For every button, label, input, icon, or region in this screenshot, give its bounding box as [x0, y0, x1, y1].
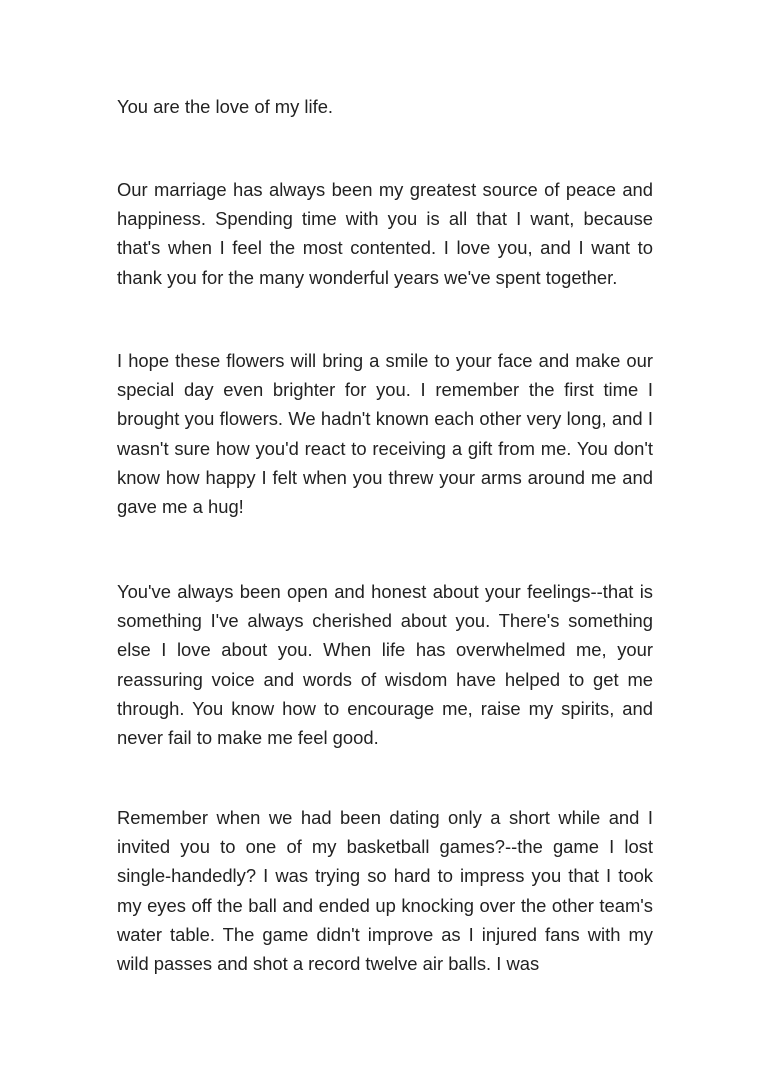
- letter-greeting: You are the love of my life.: [117, 96, 334, 117]
- letter-paragraph-2: I hope these flowers will bring a smile to your face and make our special day even brighter for you. I remember the first time I brought you flowers. We hadn't known each other very long, and I wasn't sure how you'd react to receiving a gift from me. You don't know how happy I felt when you threw your arms around me and gave me a hug!: [117, 350, 653, 518]
- letter-paragraph-4: Remember when we had been dating only a short while and I invited you to one of my basketball games?--the game I lost single-handedly? I was trying so hard to impress you that I took my eyes off the ball and ended up knocking over the other team's water table. The game didn't improve as I injured fans with my wild passes and shot a record twelve air balls. I was: [117, 807, 653, 975]
- letter-paragraph-1: Our marriage has always been my greatest source of peace and happiness. Spending time with you is all that I want, because that's when I feel the most contented. I love you, and I want to thank you for the many wonderful years we've spent together.: [117, 179, 653, 288]
- letter-paragraph-3: You've always been open and honest about your feelings--that is something I've always cherished about you. There's something else I love about you. When life has overwhelmed me, your reassuring voice and words of wisdom have helped to get me through. You know how to encourage me, raise my spirits, and never fail to make me feel good.: [117, 581, 653, 749]
